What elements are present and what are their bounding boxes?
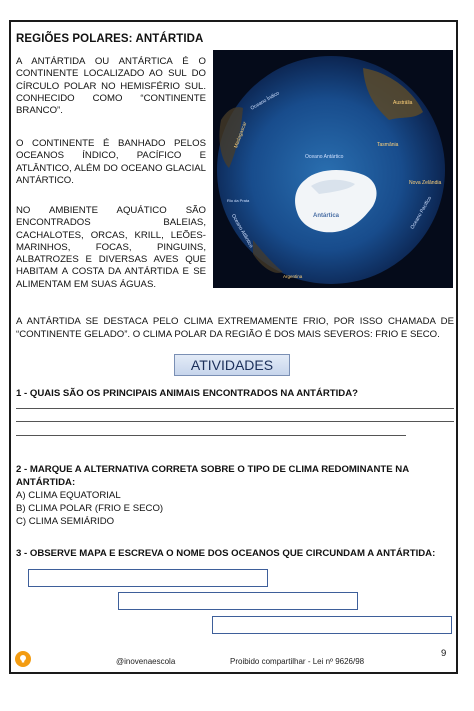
activities-heading: ATIVIDADES xyxy=(174,354,290,376)
answer-box-2[interactable] xyxy=(118,592,358,610)
intro-paragraph: A ANTÁRTIDA OU ANTÁRTICA É O CONTINENTE LOCALIZADO AO SUL DO CÍRCULO POLAR NO HEMISFÉRIO SUL. CONHECIDO COMO “CONTINENTE BRANCO”. xyxy=(16,56,206,117)
option-b[interactable]: B) CLIMA POLAR (FRIO E SECO) xyxy=(16,503,164,514)
lightbulb-logo-icon xyxy=(15,651,31,667)
map-label-new-zealand: Nova Zelândia xyxy=(409,180,442,186)
answer-line-2[interactable] xyxy=(16,421,454,422)
map-label-rio-plata: Rio da Prata xyxy=(227,198,250,203)
globe-ocean xyxy=(217,56,445,284)
option-c[interactable]: C) CLIMA SEMIÁRIDO xyxy=(16,516,115,527)
climate-paragraph: A ANTÁRTIDA SE DESTACA PELO CLIMA EXTREMAMENTE FRIO, POR ISSO CHAMADA DE “CONTINENTE GELADO”. O CLIMA POLAR DA REGIÃO É DOS MAIS SEVEROS: FRIO E SECO. xyxy=(16,316,454,340)
map-label-australia: Austrália xyxy=(393,100,413,106)
map-label-pacific: Oceano Pacífico xyxy=(409,195,434,231)
answer-line-1[interactable] xyxy=(16,408,454,409)
lightbulb-icon xyxy=(18,654,28,664)
question-1: 1 - QUAIS SÃO OS PRINCIPAIS ANIMAIS ENCONTRADOS NA ANTÁRTIDA? xyxy=(16,388,359,399)
map-label-antarctic-ocean: Oceano Antártico xyxy=(305,154,344,160)
page-title: REGIÕES POLARES: ANTÁRTIDA xyxy=(16,33,204,45)
footer-handle: @inovenaescola xyxy=(116,657,176,666)
page-number: 9 xyxy=(441,648,447,659)
antarctica-globe-image xyxy=(213,50,453,288)
map-label-argentina: Argentina xyxy=(283,274,303,279)
footer-notice: Proibido compartilhar - Lei nº 9626/98 xyxy=(230,657,365,666)
question-2-line-1: 2 - MARQUE A ALTERNATIVA CORRETA SOBRE O TIPO DE CLIMA REDOMINANTE NA xyxy=(16,464,410,475)
answer-line-3[interactable] xyxy=(16,435,406,436)
oceans-paragraph: O CONTINENTE É BANHADO PELOS OCEANOS ÍNDICO, PACÍFICO E ATLÂNTICO, ALÉM DO OCEANO GLACIAL ANTÁRTICO. xyxy=(16,138,206,186)
fauna-paragraph: NO AMBIENTE AQUÁTICO SÃO ENCONTRADOS BALEIAS, CACHALOTES, ORCAS, KRILL, LEÕES-MARINHOS, FOCAS, PINGUINS, ALBATROZES E DIVERSAS AVES QUE HABITAM A COSTA DA ANTÁRTIDA E SE ALIMENTAM EM SUAS ÁGUAS. xyxy=(16,205,206,290)
map-label-tasmania: Tasmânia xyxy=(377,142,399,148)
map-label-antartica: Antártica xyxy=(313,213,340,219)
option-a[interactable]: A) CLIMA EQUATORIAL xyxy=(16,490,121,501)
globe-illustration xyxy=(213,50,453,288)
map-label-indian: Oceano Índico xyxy=(249,90,281,112)
question-3: 3 - OBSERVE MAPA E ESCREVA O NOME DOS OCEANOS QUE CIRCUNDAM A ANTÁRTIDA: xyxy=(16,548,436,559)
answer-box-3[interactable] xyxy=(212,616,452,634)
question-2-line-2: ANTÁRTIDA: xyxy=(16,477,76,488)
map-label-madagascar: Madagascar xyxy=(233,121,249,149)
answer-box-1[interactable] xyxy=(28,569,268,587)
map-label-atlantic: Oceano Atlântico xyxy=(229,213,254,249)
